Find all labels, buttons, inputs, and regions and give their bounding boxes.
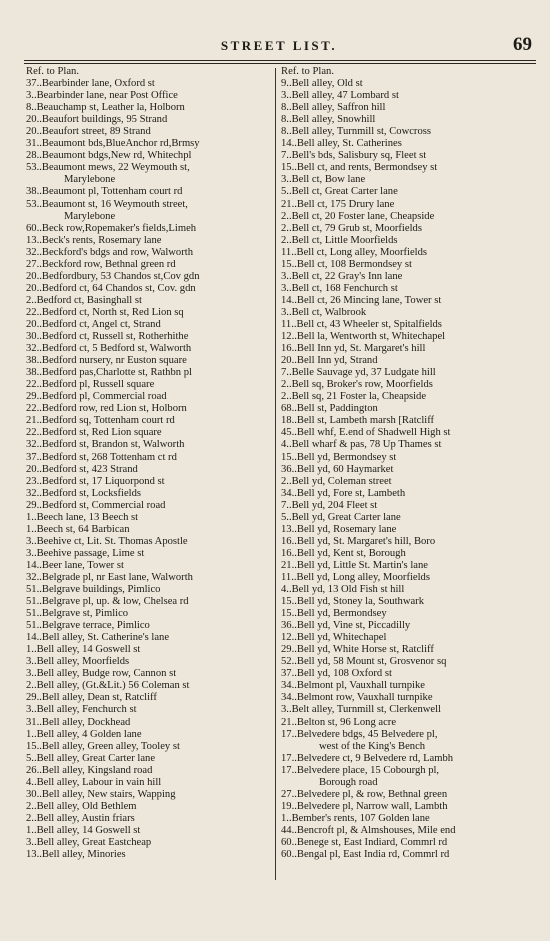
- street-entry: 34..Bell yd, Fore st, Lambeth: [281, 487, 406, 499]
- street-entry: 3..Belt alley, Turnmill st, Clerkenwell: [281, 704, 441, 716]
- street-entry: 37..Bedford st, 268 Tottenham ct rd: [26, 451, 177, 463]
- street-entry: 30..Bell alley, New stairs, Wapping: [26, 788, 176, 800]
- street-entry: 7..Belle Sauvage yd, 37 Ludgate hill: [281, 367, 436, 379]
- street-entry: 53..Beaumont st, 16 Weymouth street,: [26, 198, 188, 210]
- street-entry: 9..Bell alley, Old st: [281, 78, 363, 90]
- page-header: [24, 36, 534, 58]
- street-entry: 14..Bell ct, 26 Mincing lane, Tower st: [281, 294, 442, 306]
- street-entry: 68..Bell st, Paddington: [281, 403, 378, 415]
- street-entry: 27..Beckford row, Bethnal green rd: [26, 258, 176, 270]
- street-entry: 8..Beauchamp st, Leather la, Holborn: [26, 102, 185, 114]
- street-entry: 15..Bell yd, Bermondsey st: [281, 451, 397, 463]
- street-entry: 2..Bell yd, Coleman street: [281, 475, 392, 487]
- street-entry: 5..Bell alley, Great Carter lane: [26, 752, 156, 764]
- street-entry: 37..Bell yd, 108 Oxford st: [281, 668, 392, 680]
- street-entry: 32..Bedford st, Brandon st, Walworth: [26, 439, 185, 451]
- street-entry: 28..Beaumont bdgs,New rd, Whitechpl: [26, 150, 192, 162]
- street-entry: 1..Bember's rents, 107 Golden lane: [281, 812, 430, 824]
- street-entry: 21..Bell ct, 175 Drury lane: [281, 198, 395, 210]
- street-entry: 1..Bell alley, 4 Golden lane: [26, 728, 142, 740]
- street-entry: 22..Bedford ct, North st, Red Lion sq: [26, 306, 184, 318]
- street-entry: 20..Beaufort street, 89 Strand: [26, 126, 151, 138]
- right-street-list: [281, 78, 521, 861]
- street-entry: 20..Bedford ct, 64 Chandos st, Cov. gdn: [26, 282, 196, 294]
- left-column: [26, 66, 270, 861]
- street-entry: 29..Bedford pl, Commercial road: [26, 391, 167, 403]
- street-entry: 36..Bell yd, 60 Haymarket: [281, 463, 394, 475]
- street-entry: 15..Bell ct, 108 Bermondsey st: [281, 258, 412, 270]
- street-entry: 13..Bell alley, Minories: [26, 849, 126, 861]
- street-entry: 11..Bell ct, 43 Wheeler st, Spitalfields: [281, 318, 442, 330]
- street-entry: 2..Bedford ct, Basinghall st: [26, 294, 142, 306]
- column-divider: [275, 68, 276, 880]
- street-entry: 34..Belmont row, Vauxhall turnpike: [281, 692, 433, 704]
- street-entry: 32..Bedford ct, 5 Bedford st, Walworth: [26, 343, 192, 355]
- street-entry: 3..Bell ct, 22 Gray's Inn lane: [281, 270, 403, 282]
- street-entry: 34..Belmont pl, Vauxhall turnpike: [281, 680, 425, 692]
- street-entry: 27..Belvedere pl, & row, Bethnal green: [281, 788, 448, 800]
- street-entry: 60..Benege st, East Indiard, Commrl rd: [281, 837, 448, 848]
- street-entry: 1..Bell alley, 14 Goswell st: [26, 824, 141, 836]
- street-entry: 30..Bedford ct, Russell st, Rotherhithe: [26, 331, 189, 343]
- street-entry: 2..Bell alley, Old Bethlem: [26, 800, 137, 812]
- street-entry: 31..Bell alley, Dockhead: [26, 716, 131, 728]
- street-entry: 26..Bell alley, Kingsland road: [26, 764, 153, 776]
- street-entry: 1..Beech lane, 13 Beech st: [26, 511, 139, 523]
- street-entry: 14..Bell alley, St. Catherine's lane: [26, 632, 170, 644]
- street-entry: 5..Bell yd, Great Carter lane: [281, 511, 401, 523]
- street-entry: 60..Bengal pl, East India rd, Commrl rd: [281, 849, 450, 861]
- street-entry: 3..Bell alley, Fenchurch st: [26, 704, 137, 716]
- street-entry: 2..Bell alley, Austin friars: [26, 812, 135, 824]
- street-entry: 60..Beck row,Ropemaker's fields,Limeh: [26, 222, 197, 234]
- street-entry: 14..Beer lane, Tower st: [26, 559, 124, 571]
- street-entry: 51..Belgrave pl, up. & low, Chelsea rd: [26, 596, 189, 608]
- street-entry: 3..Bell ct, Walbrook: [281, 306, 367, 318]
- street-entry: 21..Bedford sq, Tottenham court rd: [26, 415, 175, 427]
- street-entry: 7..Bell yd, 204 Fleet st: [281, 499, 378, 511]
- street-entry: 38..Bedford pas,Charlotte st, Rathbn pl: [26, 367, 192, 379]
- street-entry: 4..Bell yd, 13 Old Fish st hill: [281, 584, 405, 596]
- street-entry: 16..Bell yd, Kent st, Borough: [281, 547, 406, 559]
- street-entry: 13..Beck's rents, Rosemary lane: [26, 234, 162, 246]
- street-entry: 15..Bell yd, Bermondsey: [281, 608, 387, 620]
- street-entry: 12..Bell la, Wentworth st, Whitechapel: [281, 331, 446, 343]
- street-entry: 3..Bell ct, Bow lane: [281, 174, 366, 186]
- street-entry: 19..Belvedere pl, Narrow wall, Lambth: [281, 800, 448, 812]
- right-column: [281, 66, 521, 861]
- street-entry: 15..Bell yd, Stoney la, Southwark: [281, 596, 425, 608]
- street-entry: 3..Beehive passage, Lime st: [26, 547, 145, 559]
- street-entry: 12..Bell yd, Whitechapel: [281, 632, 387, 644]
- street-entry: 29..Bedford st, Commercial road: [26, 499, 166, 511]
- street-entry: 2..Bell sq, 21 Foster la, Cheapside: [281, 391, 427, 403]
- street-entry: 32..Beckford's bdgs and row, Walworth: [26, 246, 193, 258]
- street-entry: 3..Bell alley, 47 Lombard st: [281, 90, 399, 102]
- page-number: 69: [513, 34, 532, 55]
- street-entry: 4..Bell wharf & pas, 78 Up Thames st: [281, 439, 442, 451]
- street-entry: 2..Bell sq, Broker's row, Moorfields: [281, 379, 433, 391]
- street-entry: 21..Belton st, 96 Long acre: [281, 716, 397, 728]
- street-entry: 15..Bell alley, Green alley, Tooley st: [26, 740, 180, 752]
- street-entry: 5..Bell ct, Great Carter lane: [281, 186, 398, 198]
- street-entry: 36..Bell yd, Vine st, Piccadilly: [281, 620, 411, 632]
- street-entry: 1..Beech st, 64 Barbican: [26, 523, 130, 535]
- street-entry: 2..Bell alley, (Gt.&Lit.) 56 Coleman st: [26, 680, 190, 692]
- street-entry: 8..Bell alley, Snowhill: [281, 114, 376, 126]
- street-entry: 51..Belgrave buildings, Pimlico: [26, 584, 161, 596]
- header-rule-thin: [24, 63, 536, 64]
- street-entry: 3..Bearbinder lane, near Post Office: [26, 90, 178, 102]
- street-entry: Marylebone: [64, 174, 116, 186]
- street-entry: 44..Bencroft pl, & Almshouses, Mile end: [281, 824, 456, 836]
- street-entry: 31..Beaumont bds,BlueAnchor rd,Brmsy: [26, 138, 200, 150]
- street-entry: 38..Bedford nursery, nr Euston square: [26, 355, 187, 367]
- street-entry: 16..Bell yd, St. Margaret's hill, Boro: [281, 535, 436, 547]
- street-entry: 20..Bedford st, 423 Strand: [26, 463, 138, 475]
- street-entry: 15..Bell ct, and rents, Bermondsey st: [281, 162, 438, 174]
- running-title: STREET LIST.: [220, 38, 338, 53]
- street-entry: 3..Beehive ct, Lit. St. Thomas Apostle: [26, 535, 188, 547]
- street-entry: 22..Bedford row, red Lion st, Holborn: [26, 403, 187, 415]
- street-entry: 17..Belvedere bdgs, 45 Belvedere pl,: [281, 728, 438, 740]
- street-entry: 18..Bell st, Lambeth marsh [Ratcliff: [281, 415, 435, 427]
- street-entry: 21..Bell yd, Little St. Martin's lane: [281, 559, 428, 571]
- street-entry: 2..Bell ct, 79 Grub st, Moorfields: [281, 222, 422, 234]
- street-entry: Borough road: [319, 776, 378, 788]
- street-entry: 37..Bearbinder lane, Oxford st: [26, 78, 155, 90]
- street-entry: 17..Belvedere place, 15 Cobourgh pl,: [281, 764, 440, 776]
- street-entry: 3..Bell alley, Great Eastcheap: [26, 837, 152, 848]
- street-entry: 20..Bedfordbury, 53 Chandos st,Cov gdn: [26, 270, 200, 282]
- street-entry: 38..Beaumont pl, Tottenham court rd: [26, 186, 183, 198]
- street-entry: west of the King's Bench: [319, 740, 426, 752]
- street-entry: 14..Bell alley, St. Catherines: [281, 138, 402, 150]
- header-rule: [24, 60, 536, 61]
- street-entry: 22..Bedford st, Red Lion square: [26, 427, 162, 439]
- street-entry: 3..Bell alley, Budge row, Cannon st: [26, 668, 177, 680]
- street-entry: 20..Bedford ct, Angel ct, Strand: [26, 318, 161, 330]
- street-entry: 2..Bell ct, 20 Foster lane, Cheapside: [281, 210, 435, 222]
- street-entry: 8..Bell alley, Turnmill st, Cowcross: [281, 126, 431, 138]
- street-entry: 32..Bedford st, Locksfields: [26, 487, 142, 499]
- street-entry: 7..Bell's bds, Salisbury sq, Fleet st: [281, 150, 427, 162]
- street-entry: 29..Bell alley, Dean st, Ratcliff: [26, 692, 157, 704]
- street-entry: 51..Belgrave terrace, Pimlico: [26, 620, 150, 632]
- street-entry: 20..Beaufort buildings, 95 Strand: [26, 114, 168, 126]
- right-column-heading: Ref. to Plan.: [281, 66, 334, 77]
- street-entry: 13..Bell yd, Rosemary lane: [281, 523, 397, 535]
- street-entry: Marylebone: [64, 210, 116, 222]
- street-entry: 3..Bell ct, 168 Fenchurch st: [281, 282, 398, 294]
- left-column-heading: Ref. to Plan.: [26, 66, 79, 77]
- street-entry: 45..Bell whf, E.end of Shadwell High st: [281, 427, 451, 439]
- street-entry: 22..Bedford pl, Russell square: [26, 379, 155, 391]
- street-entry: 29..Bell yd, White Horse st, Ratcliff: [281, 644, 434, 656]
- street-entry: 32..Belgrade pl, nr East lane, Walworth: [26, 571, 193, 583]
- street-entry: 20..Bell Inn yd, Strand: [281, 355, 378, 367]
- street-entry: 52..Bell yd, 58 Mount st, Grosvenor sq: [281, 656, 447, 668]
- street-entry: 4..Bell alley, Labour in vain hill: [26, 776, 162, 788]
- left-street-list: [26, 78, 270, 861]
- street-entry: 11..Bell yd, Long alley, Moorfields: [281, 571, 430, 583]
- street-entry: 23..Bedford st, 17 Liquorpond st: [26, 475, 165, 487]
- street-entry: 1..Bell alley, 14 Goswell st: [26, 644, 141, 656]
- street-entry: 16..Bell Inn yd, St. Margaret's hill: [281, 343, 426, 355]
- street-entry: 2..Bell ct, Little Moorfields: [281, 234, 398, 246]
- street-entry: 53..Beaumont mews, 22 Weymouth st,: [26, 162, 190, 174]
- street-entry: 17..Belvedere ct, 9 Belvedere rd, Lambh: [281, 752, 454, 764]
- street-entry: 3..Bell alley, Moorfields: [26, 656, 130, 668]
- street-entry: 51..Belgrave st, Pimlico: [26, 608, 129, 620]
- street-entry: 11..Bell ct, Long alley, Moorfields: [281, 246, 428, 258]
- street-entry: 8..Bell alley, Saffron hill: [281, 102, 386, 114]
